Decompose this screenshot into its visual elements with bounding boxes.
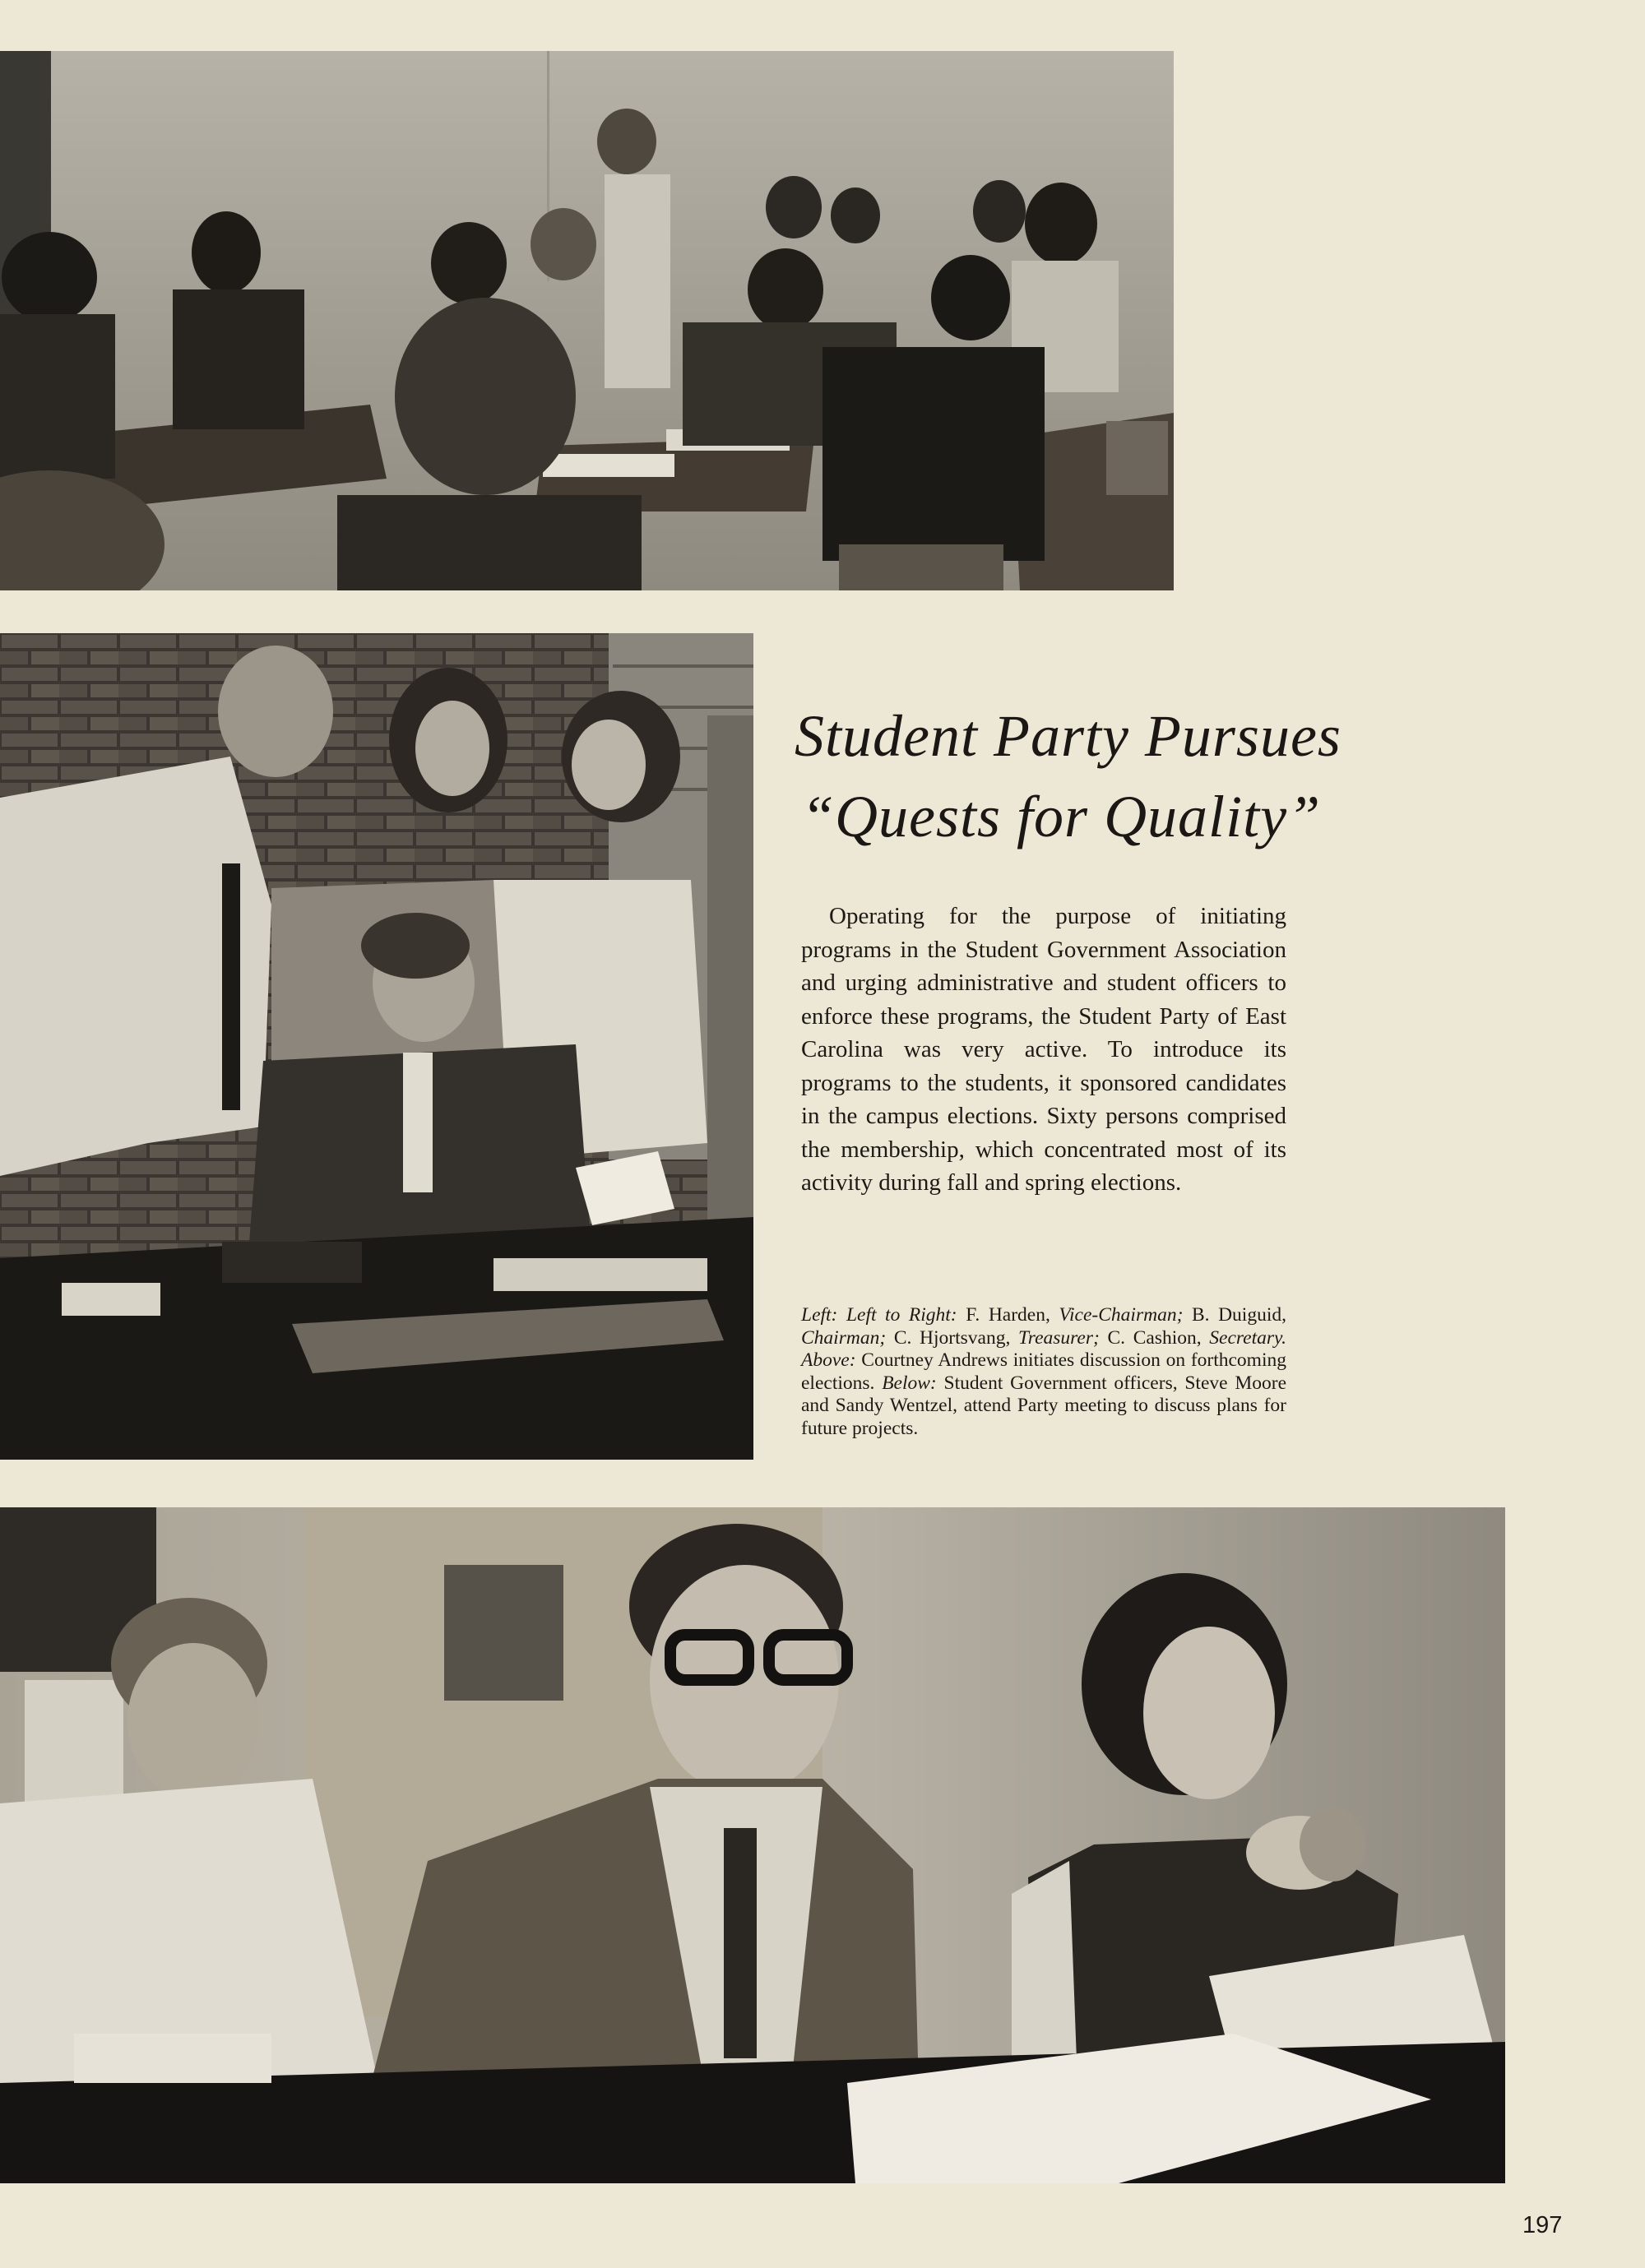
caption-role-4: Secretary.: [1209, 1326, 1287, 1349]
caption-person-2: B. Duiguid,: [1191, 1304, 1286, 1326]
caption-role-2: Chairman;: [801, 1326, 887, 1349]
photo-student-government-officers: [0, 1507, 1505, 2183]
caption-person-4: C. Cashion,: [1107, 1326, 1202, 1349]
caption-above-text: Courtney Andrews initiates discussion on forthcoming elections.: [801, 1349, 1286, 1394]
headline-line-1: Student Party Pursues: [795, 703, 1341, 769]
photo-caption: [801, 1304, 1286, 1440]
caption-person-3: C. Hjortsvang,: [893, 1326, 1011, 1349]
caption-role-3: Treasurer;: [1018, 1326, 1100, 1349]
page-number: 197: [1522, 2212, 1563, 2238]
caption-person-1: F. Harden,: [966, 1304, 1050, 1326]
caption-above-label: Above:: [801, 1349, 856, 1371]
photo-party-officers: [0, 633, 753, 1460]
headline-line-2: “Quests for Quality”: [801, 784, 1322, 849]
caption-below-label: Below:: [882, 1372, 937, 1394]
caption-below-text: Student Government officers, Steve Moore and Sandy Wentzel, attend Party meeting to discuss plans for future projects.: [801, 1372, 1286, 1439]
photo-party-officers-image: [0, 633, 753, 1460]
headline: [795, 696, 1420, 857]
photo-classroom-meeting: [0, 51, 1174, 590]
caption-left-label: Left: Left to Right:: [801, 1304, 957, 1326]
photo-classroom-meeting-image: [0, 51, 1174, 590]
photo-student-government-officers-image: [0, 1507, 1505, 2183]
caption-role-1: Vice-Chairman;: [1059, 1304, 1184, 1326]
article-body: Operating for the purpose of initiating programs in the Student Government Association and urging administrative and student officers to enforce these programs, the Student Party of East Carolina was very active. To introduce its programs to the students, it sponsored candidates in the campus elections. Sixty persons comprised the membership, which concentrated most of its activity during fall and spring elections.: [801, 903, 1286, 1196]
